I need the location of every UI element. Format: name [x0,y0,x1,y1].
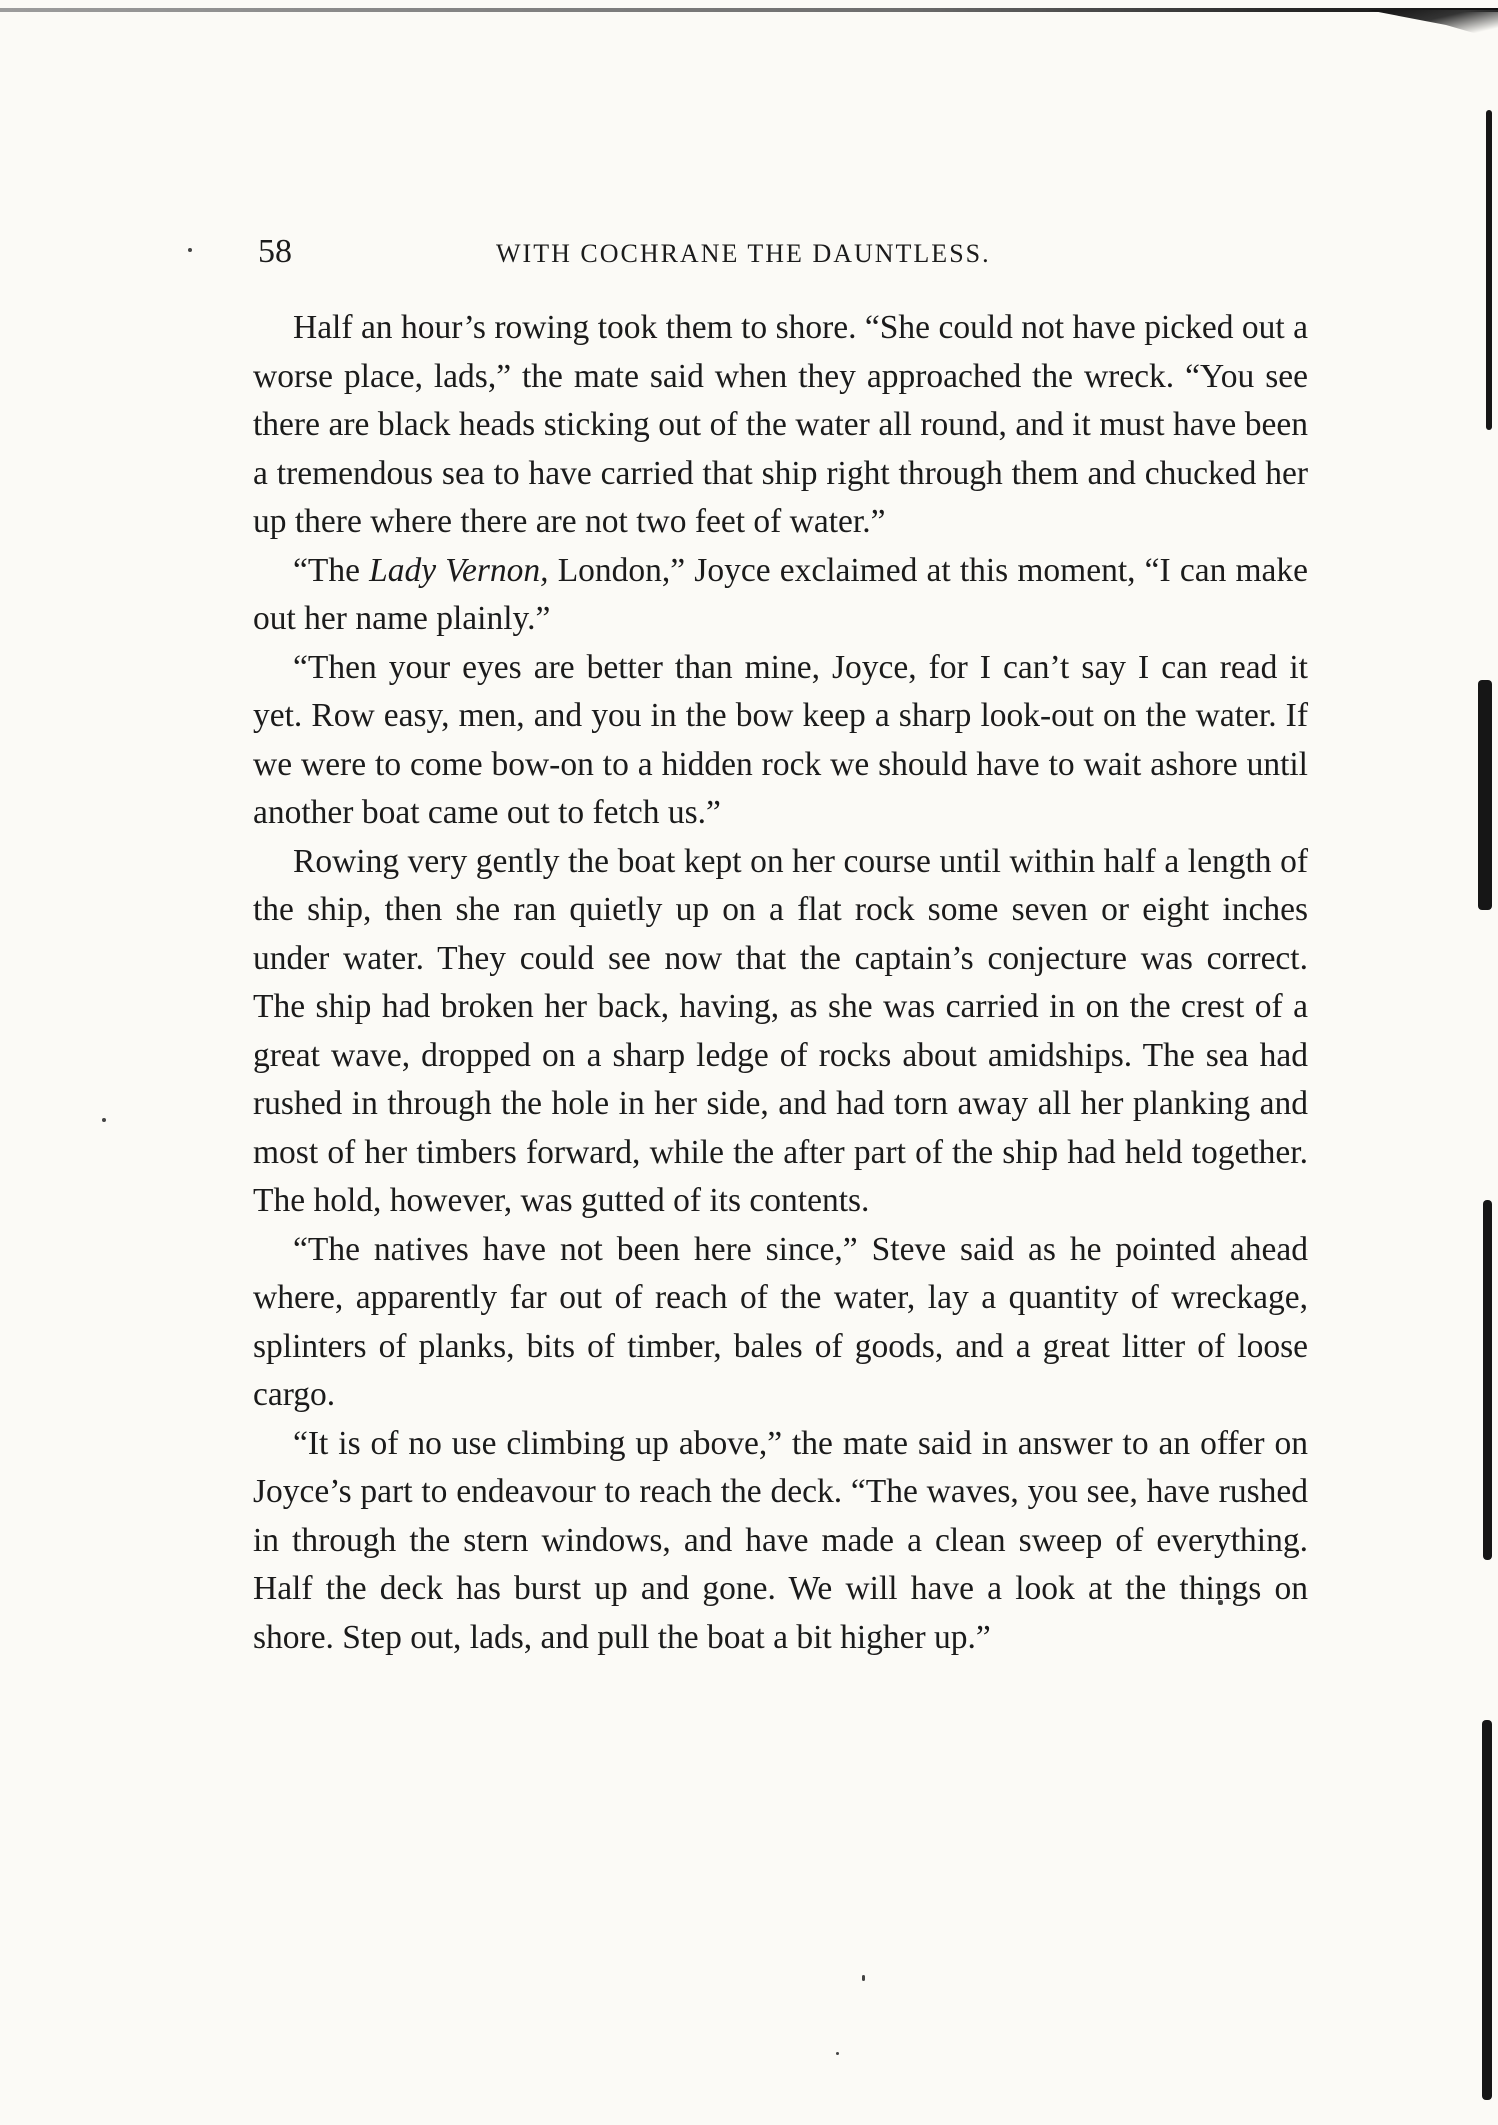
page-speck [862,1975,865,1981]
text-segment: “It is of no use climbing up above,” the mate said in answer to an offer on Joyce’s part to endeavour to reach the deck. “The waves, you see, have rushed in through the stern windows, and have made a clean sweep of everything. Half the deck has burst up and gone. We will have a look at the things on shore. Step out, lads, and pull the boat a bit higher up.” [253,1424,1308,1656]
edge-scan-mark-1 [1486,110,1492,430]
text-segment: Half an hour’s rowing took them to shore. “She could not have picked out a worse place, lads,” the mate said when they approached the wreck. “You see there are black heads sticking out of the water all round, and it must have been a tremendous sea to have carried that ship right through them and chucked her up there where there are not two feet of water.” [253,309,1308,540]
paragraph [253,1226,1308,1420]
italic-text: Lady Vernon, [369,551,549,589]
edge-scan-mark-4 [1482,1720,1492,2100]
paragraph [253,838,1308,1226]
running-title: WITH COCHRANE THE DAUNTLESS. [496,239,991,268]
top-corner-scan-shadow [1368,10,1498,40]
edge-scan-mark-3 [1483,1200,1492,1560]
paragraph [253,1420,1308,1663]
page-speck [102,1118,106,1122]
text-segment: “The [293,551,370,589]
paragraph [253,644,1308,838]
body-text [253,304,1308,1662]
running-head [258,232,1298,272]
page-speck [836,2052,839,2055]
page-speck [188,248,192,252]
text-segment: “The natives have not been here since,” Steve said as he pointed ahead where, apparently far out of reach of the water, lay a quantity of wreckage, splinters of planks, bits of timber, bales of goods, and a great litter of loose cargo. [253,1230,1308,1413]
page-number: 58 [258,233,292,270]
text-segment: “Then your eyes are better than mine, Joyce, for I can’t say I can read it yet. Row easy, men, and you in the bow keep a sharp look-out on the water. If we were to come bow-on to a hidden rock we should have to wait ashore until another boat came out to fetch us.” [253,648,1308,831]
paragraph [253,547,1308,644]
text-segment: London,” Joyce exclaimed at this moment, “I can make out her name plainly.” [253,551,1309,637]
text-segment: Rowing very gently the boat kept on her course until within half a length of the ship, then she ran quietly up on a flat rock some seven or eight inches under water. They could see now that the captain’s conjecture was correct. The ship had broken her back, having, as she was carried in on the crest of a great wave, dropped on a sharp ledge of rocks about amidships. The sea had rushed in through the hole in her side, and had torn away all her planking and most of her timbers forward, while the after part of the ship had held together. The hold, however, was gutted of its contents. [253,842,1308,1219]
edge-scan-mark-2 [1478,680,1492,910]
paragraph [253,304,1308,547]
top-border-rule [0,8,1498,12]
